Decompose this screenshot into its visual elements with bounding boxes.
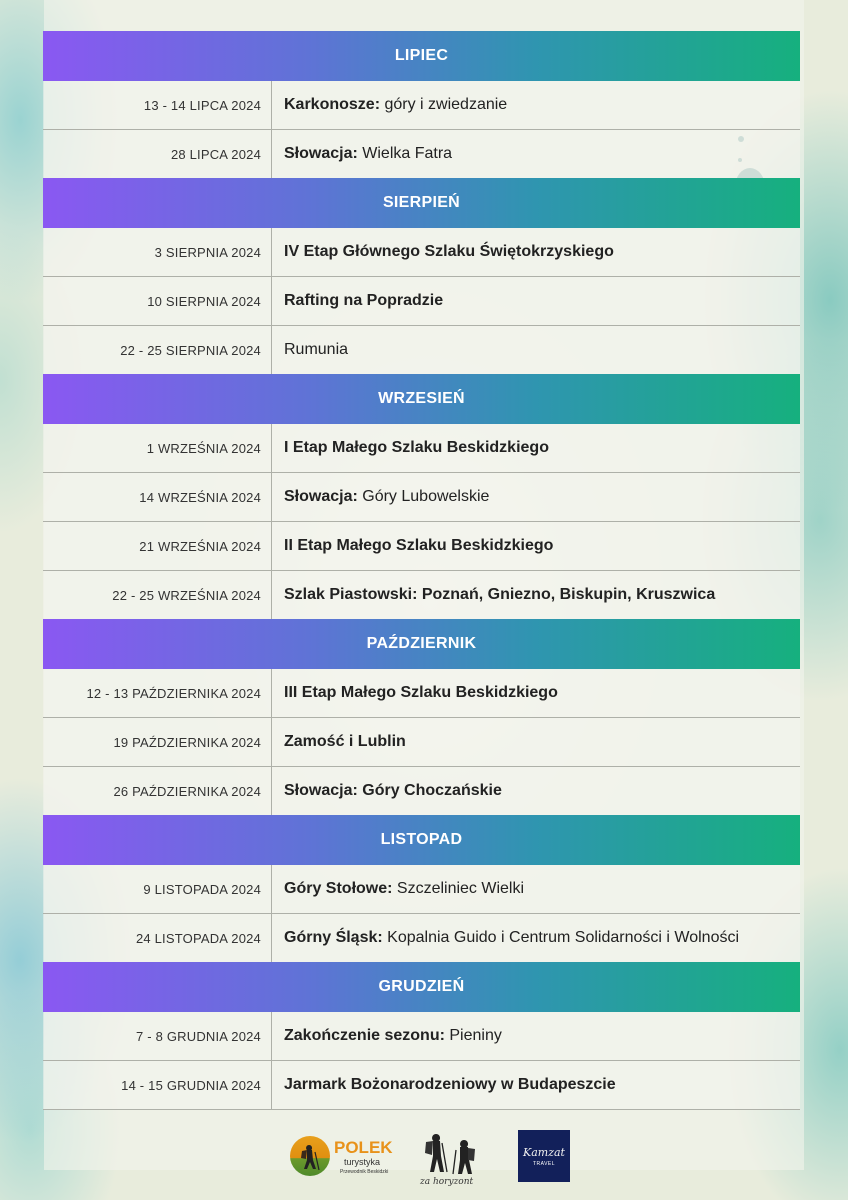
event-title — [272, 782, 502, 800]
event-date: 12 - 13 PAŹDZIERNIKA 2024 — [43, 669, 272, 717]
event-title-detail: Góry Lubowelskie — [357, 488, 490, 505]
event-title — [272, 341, 348, 359]
month-section — [43, 619, 800, 815]
event-date: 3 SIERPNIA 2024 — [43, 228, 272, 276]
event-date: 7 - 8 GRUDNIA 2024 — [43, 1012, 272, 1060]
kamzat-name: Kamzat — [523, 1145, 565, 1159]
event-row — [43, 1061, 800, 1110]
event-date: 13 - 14 LIPCA 2024 — [43, 81, 272, 129]
month-section — [43, 374, 800, 619]
event-row — [43, 228, 800, 277]
event-title — [272, 488, 489, 506]
event-title — [272, 684, 558, 702]
event-title-detail: Kopalnia Guido i Centrum Solidarności i Wolności — [382, 929, 740, 946]
event-title — [272, 929, 739, 947]
event-row — [43, 1012, 800, 1061]
event-title-bold: Góry Stołowe: — [284, 880, 393, 897]
event-row — [43, 326, 800, 374]
event-date: 24 LISTOPADA 2024 — [43, 914, 272, 962]
month-header: LIPIEC — [43, 31, 800, 81]
event-row — [43, 669, 800, 718]
za-horyzont-logo — [416, 1128, 488, 1186]
event-title-bold: Słowacja: — [284, 488, 358, 505]
event-title-bold: Górny Śląsk: — [284, 929, 383, 946]
event-row — [43, 473, 800, 522]
event-title-bold: Zamość i Lublin — [284, 733, 406, 750]
svg-text:za horyzont: za horyzont — [420, 1177, 474, 1186]
event-row — [43, 522, 800, 571]
event-title — [272, 243, 614, 261]
event-date: 19 PAŹDZIERNIKA 2024 — [43, 718, 272, 766]
event-date: 14 - 15 GRUDNIA 2024 — [43, 1061, 272, 1109]
month-header: PAŹDZIERNIK — [43, 619, 800, 669]
event-title-detail: Pieniny — [444, 1027, 502, 1044]
event-title — [272, 292, 443, 310]
event-row — [43, 277, 800, 326]
event-date: 28 LIPCA 2024 — [43, 130, 272, 178]
event-title-detail: góry i zwiedzanie — [380, 96, 508, 113]
event-title — [272, 586, 715, 604]
event-row — [43, 767, 800, 815]
month-section — [43, 31, 800, 178]
event-title-bold: IV Etap Głównego Szlaku Świętokrzyskiego — [284, 243, 614, 260]
polek-logo — [286, 1134, 396, 1182]
event-title-bold: Karkonosze: — [284, 96, 381, 113]
event-title — [272, 733, 406, 751]
kamzat-subtitle: TRAVEL — [532, 1160, 556, 1167]
event-title-bold: Zakończenie sezonu: — [284, 1027, 445, 1044]
event-date: 22 - 25 WRZEŚNIA 2024 — [43, 571, 272, 619]
schedule-table — [43, 31, 800, 1110]
event-date: 21 WRZEŚNIA 2024 — [43, 522, 272, 570]
month-header: SIERPIEŃ — [43, 178, 800, 228]
event-title-bold: Słowacja: — [284, 145, 358, 162]
event-title-detail: Szczeliniec Wielki — [392, 880, 525, 897]
event-title — [272, 145, 452, 163]
event-row — [43, 571, 800, 619]
month-section — [43, 815, 800, 962]
event-title-bold: Słowacja: Góry Choczańskie — [284, 782, 502, 799]
event-row — [43, 81, 800, 130]
event-row — [43, 865, 800, 914]
event-date: 1 WRZEŚNIA 2024 — [43, 424, 272, 472]
month-section — [43, 962, 800, 1110]
event-row — [43, 914, 800, 962]
event-title — [272, 1027, 502, 1045]
event-title — [272, 1076, 616, 1094]
month-header: GRUDZIEŃ — [43, 962, 800, 1012]
month-header: WRZESIEŃ — [43, 374, 800, 424]
event-date: 26 PAŹDZIERNIKA 2024 — [43, 767, 272, 815]
event-title — [272, 880, 524, 898]
event-title — [272, 439, 549, 457]
event-row — [43, 130, 800, 178]
event-title — [272, 96, 507, 114]
event-title-bold: I Etap Małego Szlaku Beskidzkiego — [284, 439, 549, 456]
event-title-detail: Wielka Fatra — [357, 145, 453, 162]
kamzat-travel-logo — [518, 1130, 570, 1182]
event-row — [43, 718, 800, 767]
polek-subtitle: turystyka — [344, 1157, 381, 1167]
event-date: 22 - 25 SIERPNIA 2024 — [43, 326, 272, 374]
polek-name: POLEK — [334, 1138, 393, 1157]
event-date: 10 SIERPNIA 2024 — [43, 277, 272, 325]
event-title-detail: Rumunia — [284, 341, 349, 358]
event-title-bold: II Etap Małego Szlaku Beskidzkiego — [284, 537, 554, 554]
event-row — [43, 424, 800, 473]
month-header: LISTOPAD — [43, 815, 800, 865]
event-title — [272, 537, 553, 555]
event-title-bold: Szlak Piastowski: Poznań, Gniezno, Biskupin, Kruszwica — [284, 586, 716, 603]
partner-logos — [286, 1128, 586, 1188]
event-date: 9 LISTOPADA 2024 — [43, 865, 272, 913]
month-section — [43, 178, 800, 374]
event-date: 14 WRZEŚNIA 2024 — [43, 473, 272, 521]
event-title-bold: III Etap Małego Szlaku Beskidzkiego — [284, 684, 558, 701]
polek-tagline: Przewodnik Beskidzki — [340, 1169, 389, 1175]
hiker-sun-icon — [290, 1136, 330, 1176]
event-title-bold: Rafting na Popradzie — [284, 292, 444, 309]
event-title-bold: Jarmark Bożonarodzeniowy w Budapeszcie — [284, 1076, 616, 1093]
